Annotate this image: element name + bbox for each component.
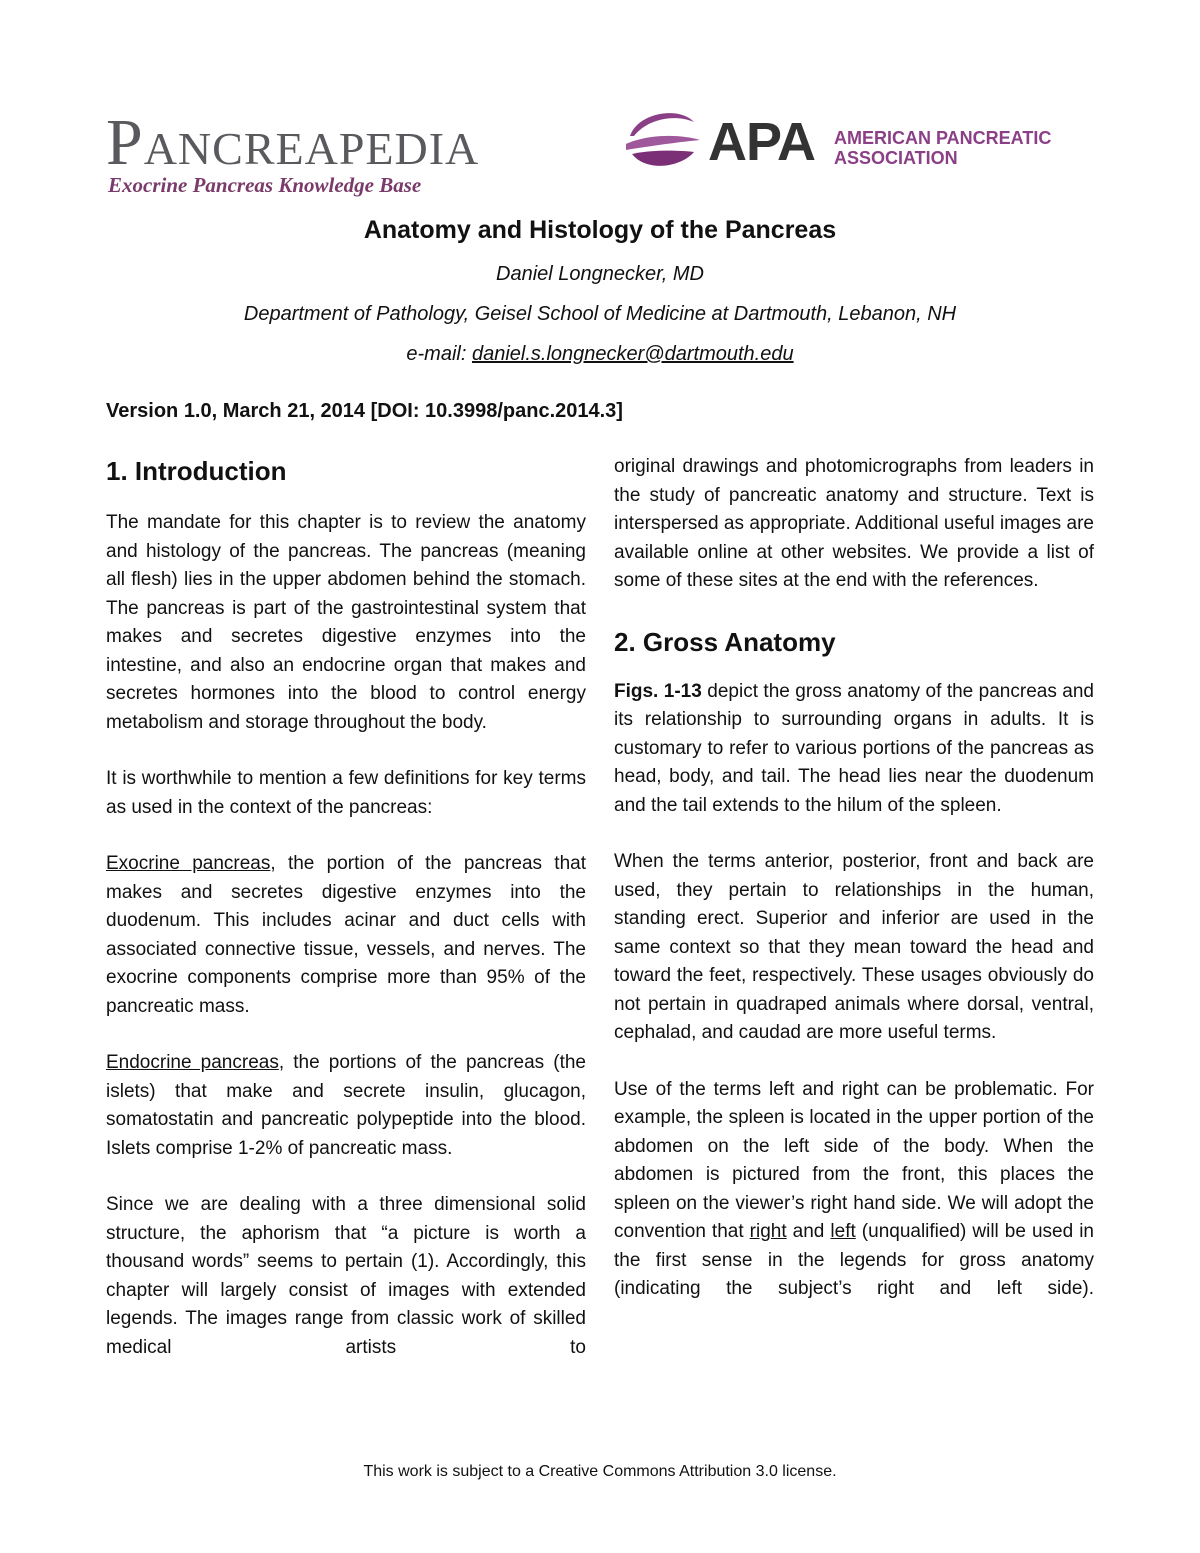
author-email-line [0, 341, 1200, 367]
email-label: e-mail: [406, 343, 472, 365]
intro-paragraph-1: The mandate for this chapter is to review the anatomy and histology of the pancreas. The pancreas (meaning all flesh) lies in the upper abdomen behind the stomach. The pancreas is part of the gastrointestinal system that makes and secretes digestive enzymes into the intestine, and also an endocrine organ that makes and secretes hormones into the blood to control energy metabolism and storage throughout the body. [106, 512, 586, 733]
author-affiliation: Department of Pathology, Geisel School of Medicine at Dartmouth, Lebanon, NH [243, 303, 957, 325]
paragraph-3-part-b: and [786, 1221, 831, 1242]
intro-paragraph-5: Since we are dealing with a three dimensional solid structure, the aphorism that “a picture is worth a thousand words” seems to pertain (1). Accordingly, this chapter will largely consist of images with extended legends. The images range from classic work of skilled medical artists to [106, 1194, 586, 1358]
email-link[interactable]: daniel.s.longnecker@dartmouth.edu [471, 343, 794, 365]
term-right: right [749, 1221, 787, 1242]
term-exocrine-pancreas: Exocrine pancreas [106, 853, 271, 874]
pancreapedia-tagline: Exocrine Pancreas Knowledge Base [108, 173, 422, 197]
intro-paragraph-continued: original drawings and photomicrographs from leaders in the study of pancreatic anatomy and structure. Text is interspersed as appropriate. Additional useful images are available online at other websites. We provide a list of some of these sites at the end with the references. [614, 456, 1094, 591]
right-column [614, 453, 1094, 1332]
apa-name [834, 128, 1051, 168]
definition-endocrine [106, 1049, 586, 1163]
gross-anatomy-paragraph-3 [614, 1076, 1094, 1304]
paragraph-3-part-a: Use of the terms left and right can be problematic. For example, the spleen is located in the upper portion of the abdomen on the left side of the body. When the abdomen is pictured from the front, this places the spleen on the viewer’s right hand side. We will adopt the convention that [614, 1078, 1094, 1242]
term-left: left [830, 1221, 856, 1242]
article-title: Anatomy and Histology of the Pancreas [363, 216, 837, 244]
figure-reference: Figs. 1-13 [614, 680, 702, 702]
term-endocrine-pancreas: Endocrine pancreas [106, 1052, 279, 1073]
paragraph-3-part-c: (unqualified) will be used in the first sense in the legends for gross anatomy (indicating the subject’s right and left side). [614, 1221, 1094, 1299]
section-heading-gross-anatomy: 2. Gross Anatomy [614, 626, 836, 657]
left-column [106, 453, 586, 1390]
gross-anatomy-paragraph-2: When the terms anterior, posterior, front and back are used, they pertain to relationships in the human, standing erect. Superior and inferior are used in the same context so that they mean toward the head and toward the feet, respectively. These usages obviously do not pertain in quadraped animals where dorsal, ventral, cephalad, and caudad are more useful terms. [614, 851, 1094, 1043]
section-heading-introduction: 1. Introduction [106, 456, 287, 486]
apa-name-line2: ASSOCIATION [834, 148, 958, 168]
definition-endocrine-text: , the portions of the pancreas (the islets) that make and secrete insulin, glucagon, somatostatin and pancreatic polypeptide into the blood. Islets comprise 1-2% of pancreatic mass. [106, 1052, 586, 1159]
definition-exocrine [106, 850, 586, 1021]
definition-exocrine-text: , the portion of the pancreas that makes and secretes digestive enzymes into the duodenum. This includes acinar and duct cells with associated connective tissue, vessels, and nerves. The exocrine components comprise more than 95% of the pancreatic mass. [106, 853, 586, 1017]
apa-logo [624, 106, 1094, 176]
author-name: Daniel Longnecker, MD [496, 263, 704, 285]
pancreapedia-wordmark: Pancreapedia [106, 106, 480, 179]
gross-anatomy-paragraph-1-text: depict the gross anatomy of the pancreas and its relationship to surrounding organs in adults. It is customary to refer to various portions of the pancreas as head, body, and tail. The head lies near the duodenum and the tail extends to the hilum of the spleen. [614, 680, 1094, 816]
apa-letters: APA [708, 112, 816, 172]
license-footer: This work is subject to a Creative Commons Attribution 3.0 license. [363, 1463, 837, 1480]
version-line: Version 1.0, March 21, 2014 [DOI: 10.3998/panc.2014.3] [106, 400, 623, 422]
intro-paragraph-2: It is worthwhile to mention a few definitions for key terms as used in the context of the pancreas: [106, 768, 586, 818]
gross-anatomy-paragraph-1 [614, 678, 1094, 821]
pancreapedia-logo [106, 106, 526, 197]
apa-swoosh-icon [624, 106, 704, 176]
apa-name-line1: AMERICAN PANCREATIC [834, 128, 1052, 148]
